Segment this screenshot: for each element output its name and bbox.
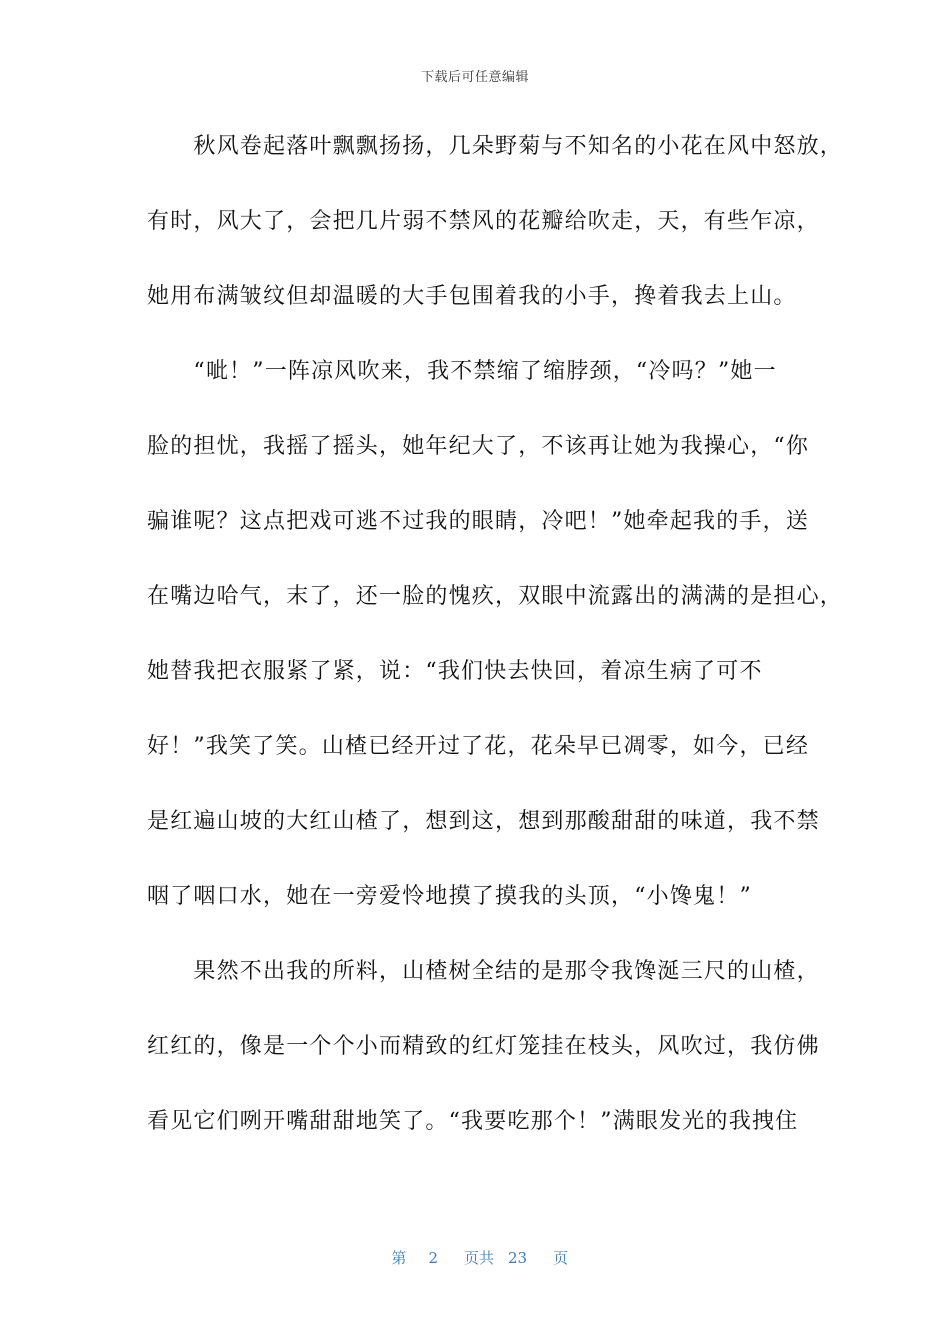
page-header: 下载后可任意编辑 xyxy=(420,70,529,85)
footer-suffix: 页 xyxy=(553,1249,569,1267)
text-line: 好！”我笑了笑。山楂已经开过了花，花朵早已凋零，如今，已经 xyxy=(147,734,810,759)
text-line: 是红遍山坡的大红山楂了，想到这，想到那酸甜甜的味道，我不禁 xyxy=(147,809,820,834)
footer-prefix: 第 xyxy=(391,1249,407,1267)
document-body xyxy=(147,131,844,1181)
text-line: 红红的，像是一个个小而精致的红灯笼挂在枝头，风吹过，我仿佛 xyxy=(147,1034,820,1059)
text-line: 秋风卷起落叶飘飘扬扬，几朵野菊与不知名的小花在风中怒放， xyxy=(147,134,844,159)
text-line: 脸的担忧，我摇了摇头，她年纪大了，不该再让她为我操心，“你 xyxy=(147,434,810,459)
text-line: 有时，风大了，会把几片弱不禁风的花瓣给吹走，天，有些乍凉， xyxy=(147,209,820,234)
text-line: 她替我把衣服紧了紧，说：“我们快去快回，着凉生病了可不 xyxy=(147,659,763,684)
text-line: 看见它们咧开嘴甜甜地笑了。“我要吃那个！”满眼发光的我拽住 xyxy=(147,1109,799,1134)
page-footer xyxy=(0,1229,950,1268)
text-line: 果然不出我的所料，山楂树全结的是那令我馋涎三尺的山楂， xyxy=(147,959,820,984)
text-line: “呲！”一阵凉风吹来，我不禁缩了缩脖颈，“冷吗？”她一 xyxy=(147,359,777,384)
text-line: 咽了咽口水，她在一旁爱怜地摸了摸我的头顶，“小馋鬼！” xyxy=(147,884,752,909)
current-page-number: 2 xyxy=(428,1249,438,1267)
text-line: 骗谁呢？这点把戏可逃不过我的眼睛，冷吧！”她牵起我的手，送 xyxy=(147,509,810,534)
total-pages-number: 23 xyxy=(508,1249,528,1267)
footer-middle: 页共 xyxy=(463,1249,494,1267)
text-line: 她用布满皱纹但却温暖的大手包围着我的小手，搀着我去上山。 xyxy=(147,284,797,309)
text-line: 在嘴边哈气，末了，还一脸的愧疚，双眼中流露出的满满的是担心， xyxy=(147,584,844,609)
